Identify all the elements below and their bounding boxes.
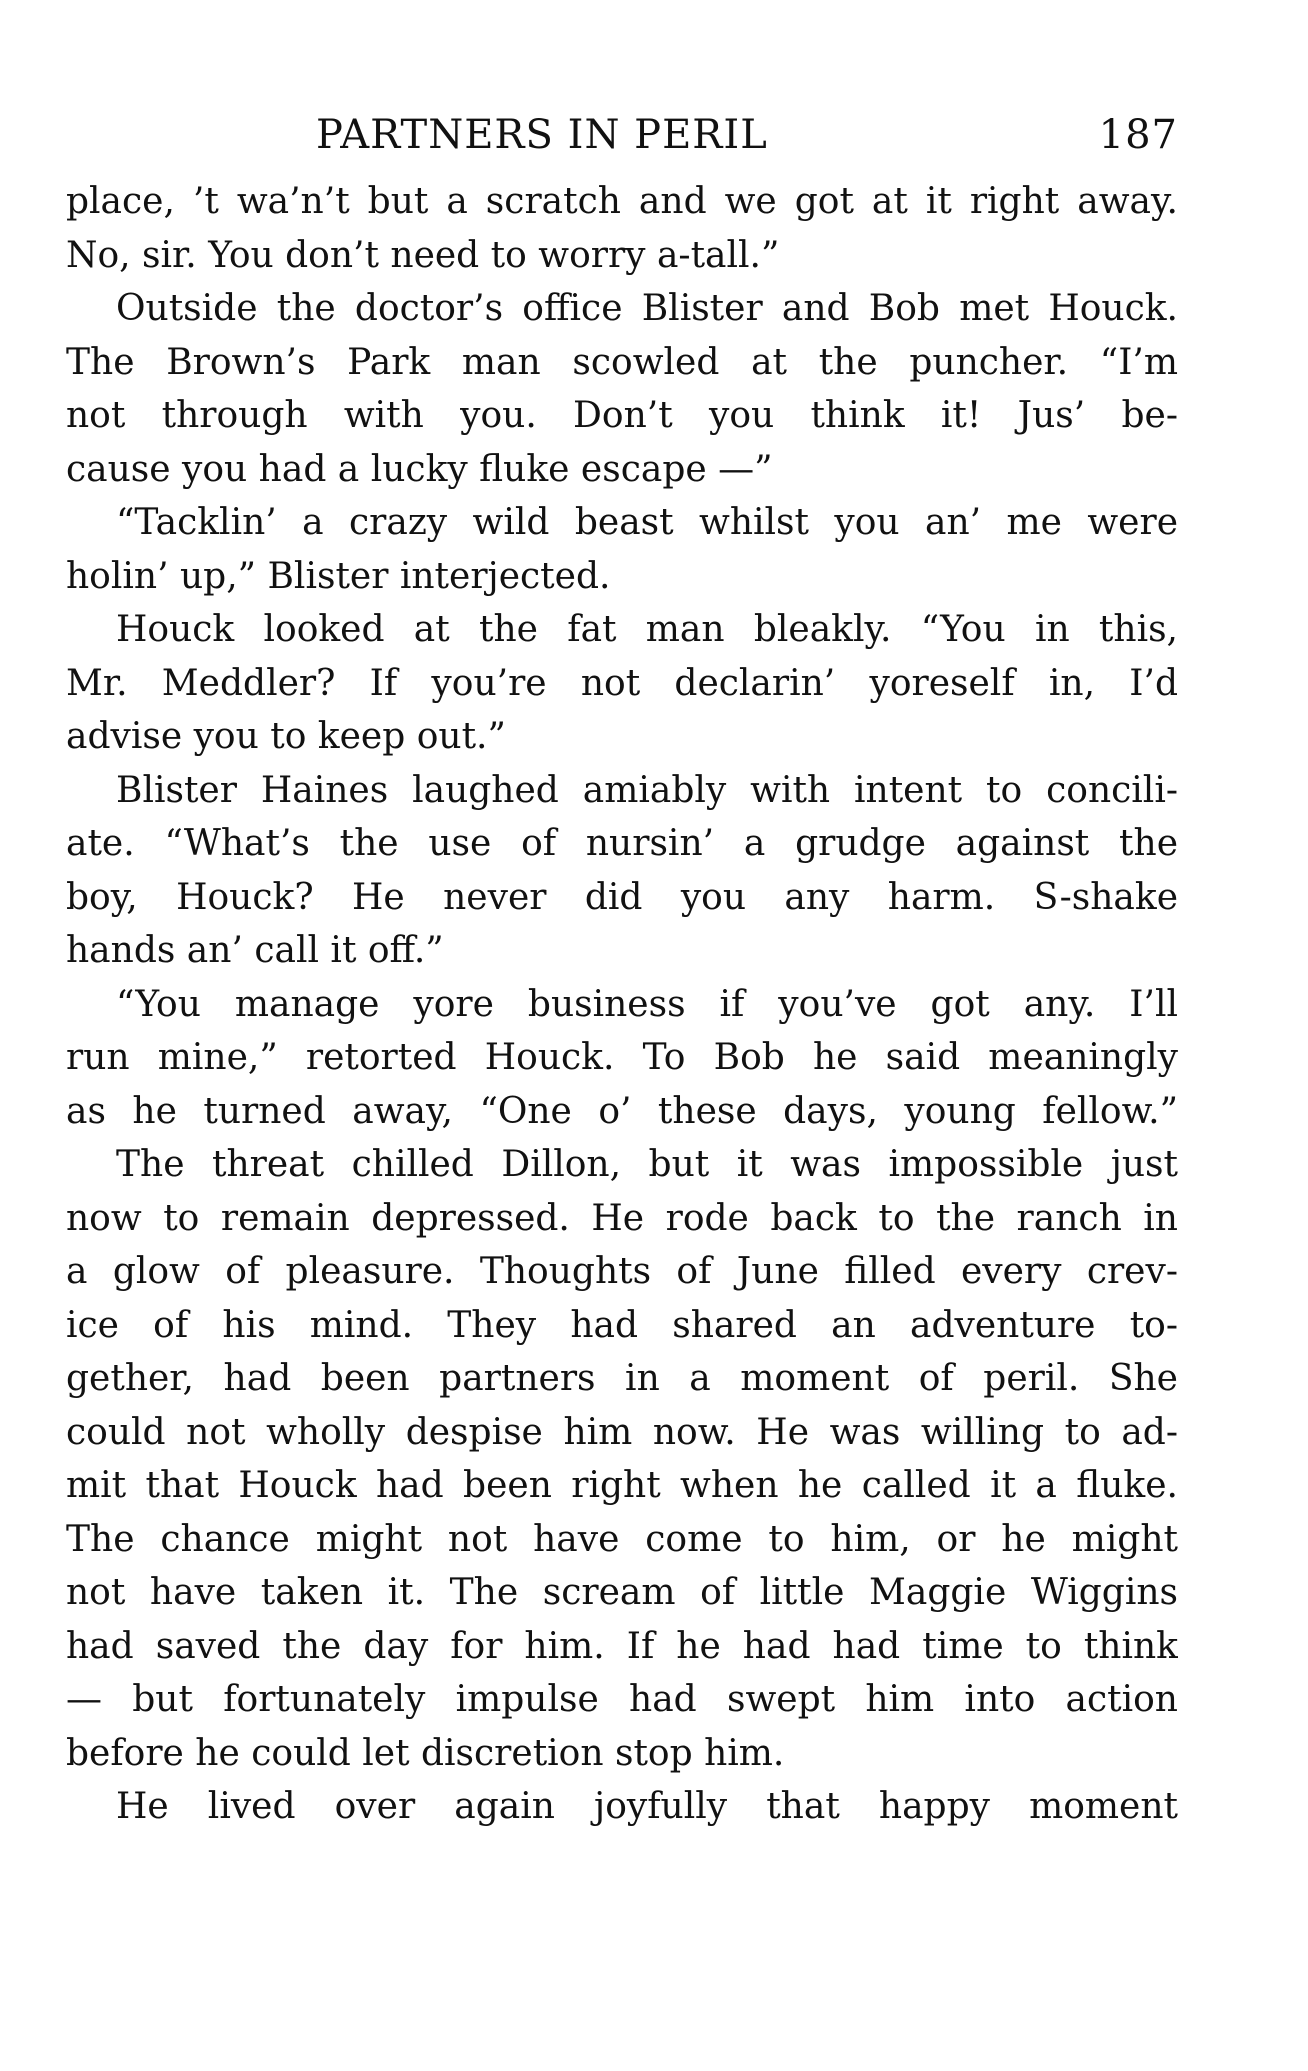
text-line: before he could let discretion stop him. (66, 1732, 785, 1774)
text-line: a glow of pleasure. Thoughts of June filled every crev- (66, 1251, 1178, 1292)
text-line: place, ’t wa’n’t but a scratch and we got at it right away. (66, 181, 1178, 222)
text-line: “Tacklin’ a crazy wild beast whilst you an’ me were (116, 502, 1178, 543)
text-line: hands an’ call it off.” (66, 930, 444, 971)
text-line: had saved the day for him. If he had had time to think (66, 1625, 1178, 1667)
text-line: — but fortunately impulse had swept him into action (66, 1679, 1178, 1720)
text-line: advise you to keep out.” (66, 716, 506, 757)
text-line: Blister Haines laughed amiably with intent to concili- (116, 769, 1178, 811)
running-head: PARTNERS IN PERIL (316, 112, 768, 158)
text-line: He lived over again joyfully that happy moment (116, 1786, 1178, 1827)
text-line: Outside the doctor’s office Blister and Bob met Houck. (116, 288, 1178, 329)
text-line: The threat chilled Dillon, but it was impossible just (116, 1144, 1178, 1185)
text-line: “You manage yore business if you’ve got any. I’ll (116, 983, 1178, 1025)
text-line: run mine,” retorted Houck. To Bob he said meaningly (66, 1037, 1178, 1078)
page-header (66, 100, 1178, 170)
body-text (66, 175, 1178, 1834)
text-line: as he turned away, “One o’ these days, young fellow.” (66, 1090, 1178, 1132)
text-line: mit that Houck had been right when he called it a fluke. (66, 1465, 1178, 1506)
text-line: ate. “What’s the use of nursin’ a grudge against the (66, 823, 1178, 864)
text-line: cause you had a lucky fluke escape —” (66, 448, 773, 490)
page-number: 187 (1098, 112, 1178, 158)
text-line: could not wholly despise him now. He was willing to ad- (66, 1411, 1178, 1453)
text-line: boy, Houck? He never did you any harm. S-shake (66, 876, 1178, 918)
text-line: Houck looked at the fat man bleakly. “You in this, (116, 609, 1178, 650)
text-line: The chance might not have come to him, or he might (66, 1518, 1178, 1560)
text-line: not have taken it. The scream of little Maggie Wiggins (66, 1572, 1178, 1613)
text-line: No, sir. You don’t need to worry a-tall.” (66, 234, 780, 276)
text-line: now to remain depressed. He rode back to the ranch in (66, 1197, 1178, 1239)
text-line: holin’ up,” Blister interjected. (66, 555, 611, 597)
text-line: ice of his mind. They had shared an adventure to- (66, 1304, 1178, 1346)
text-line: Mr. Meddler? If you’re not declarin’ yoreself in, I’d (66, 662, 1178, 704)
text-line: gether, had been partners in a moment of peril. She (66, 1358, 1178, 1399)
text-line: not through with you. Don’t you think it! Jus’ be- (66, 395, 1178, 436)
text-line: The Brown’s Park man scowled at the puncher. “I’m (66, 341, 1178, 383)
